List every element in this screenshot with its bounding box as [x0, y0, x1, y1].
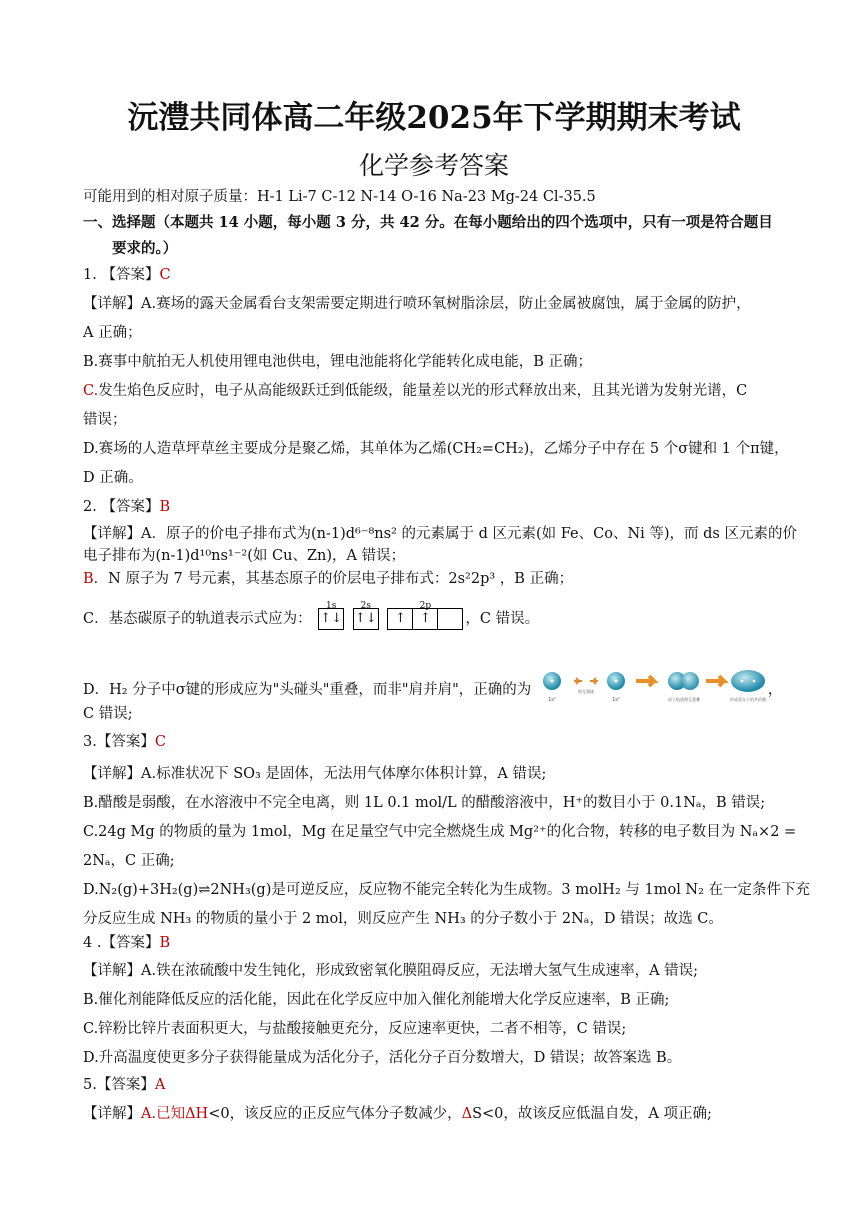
q1-line-6: D.赛场的人造草坪草丝主要成分是聚乙烯，其单体为乙烯(CH₂=CH₂)，乙烯分子中存在 5 个σ键和 1 个π键，: [83, 441, 789, 457]
diagram-caption-2: 相互靠拢: [577, 689, 594, 694]
h-atom-overlap-right-icon: [681, 672, 699, 690]
diagram-caption-3: 1s¹: [611, 697, 620, 703]
q5-line-1-red: A.已知ΔH: [141, 1106, 209, 1122]
q3-line-6: 分反应生成 NH₃ 的物质的量小于 2 mol，则反应产生 NH₃ 的分子数小于 2Nₐ，D 错误；故选 C。: [83, 911, 723, 927]
q1-answer: [83, 265, 793, 285]
orbital-1s-cell: ↑↓: [320, 611, 343, 626]
q3-line-5: D.N₂(g)+3H₂(g)⇌2NH₃(g)是可逆反应，反应物不能完全转化为生成物。3 molH₂ 与 1mol N₂ 在一定条件下充: [83, 882, 811, 898]
q2-line-3: [83, 569, 793, 589]
h2-molecule-icon: [731, 670, 765, 692]
section-heading-line-1: 一、选择题（本题共 14 小题，每小题 3 分，共 42 分。在每小题给出的四个选项中，只有一项是符合题目: [83, 214, 773, 231]
arrow-icon: [574, 678, 582, 684]
q2-answer-label: 2. 【答案】: [83, 499, 160, 515]
page-subtitle: 化学参考答案: [358, 151, 509, 180]
q2-answer-value: B: [159, 499, 171, 515]
q5-answer-value: A: [154, 1077, 166, 1093]
orbital-2s: [353, 596, 379, 630]
q2-line-4-text: C．基态碳原子的轨道表示式应为：: [83, 611, 312, 627]
q4-answer-value: B: [159, 935, 171, 951]
q4-line-2: B.催化剂能降低反应的活化能，因此在化学反应中加入催化剂能增大化学反应速率，B 正确;: [83, 992, 670, 1008]
q1-line-4-option: C.: [83, 383, 99, 399]
orbital-2p-cell-1: ↑: [388, 609, 413, 629]
q3-line-1: 【详解】A.标准状况下 SO₃ 是固体，无法用气体摩尔体积计算，A 错误;: [83, 766, 547, 782]
q1-answer-label: 1. 【答案】: [83, 267, 160, 283]
q5-line-1-post: S<0，故该反应低温自发，A 项正确;: [472, 1106, 712, 1122]
q3-answer-value: C: [154, 734, 166, 750]
diagram-caption-5: 形成氢分子的共价键: [729, 697, 766, 702]
atomic-masses: 可能用到的相对原子质量：H-1 Li-7 C-12 N-14 O-16 Na-23 Mg-24 Cl-35.5: [83, 189, 596, 205]
orbital-1s-label: 1s: [326, 601, 337, 611]
q3-answer: [83, 732, 793, 752]
q3-line-4: 2Nₐ，C 正确;: [83, 853, 175, 869]
q2-answer: [83, 497, 793, 517]
orbital-2p-cell-2: ↑: [413, 609, 438, 629]
section-heading-line-2: 要求的。）: [112, 240, 178, 257]
q3-line-3: C.24g Mg 的物质的量为 1mol，Mg 在足量空气中完全燃烧生成 Mg²⁺的化合物，转移的电子数目为 Nₐ×2 =: [83, 824, 797, 840]
q3-answer-label: 3.【答案】: [83, 734, 155, 750]
q2-line-5-post: ，: [767, 682, 783, 698]
orbital-2p: [387, 596, 463, 630]
orbital-2p-label: 2p: [419, 601, 432, 611]
q2-line-3-text: ．N 原子为 7 号元素，其基态原子的价层电子排布式：2s²2p³ ，B 正确；: [93, 571, 574, 587]
orbital-2s-cell: ↑↓: [354, 611, 377, 626]
q1-line-5: 错误；: [83, 412, 127, 428]
q4-answer-label: 4 .【答案】: [83, 935, 160, 951]
q2-line-1: 【详解】A．原子的价电子排布式为(n-1)d⁶⁻⁸ns² 的元素属于 d 区元素(如 Fe、Co、Ni 等)，而 ds 区元素的价: [83, 526, 797, 542]
q1-line-3: B.赛事中航拍无人机使用锂电池供电，锂电池能将化学能转化成电能，B 正确；: [83, 354, 593, 370]
q2-line-4: [83, 602, 793, 636]
q2-line-3-option: B: [83, 571, 94, 587]
q4-line-1: 【详解】A.铁在浓硫酸中发生钝化，形成致密氧化膜阻碍反应，无法增大氢气生成速率，A 错误;: [83, 963, 699, 979]
q1-line-7: D 正确。: [83, 470, 143, 486]
q2-line-4-post: ，C 错误。: [465, 611, 540, 627]
q2-line-5-text: D．H₂ 分子中σ键的形成应为"头碰头"重叠，而非"肩并肩"，正确的为: [83, 682, 532, 698]
arrow-icon: [590, 678, 598, 684]
arrow-icon: [636, 676, 654, 686]
q4-answer: [83, 933, 793, 953]
q5-line-1-red2: Δ: [461, 1106, 473, 1122]
q2-line-2: 电子排布为(n-1)d¹⁰ns¹⁻²(如 Cu、Zn)，A 错误；: [83, 548, 406, 564]
q4-line-3: C.锌粉比锌片表面积更大，与盐酸接触更充分，反应速率更快，二者不相等，C 错误;: [83, 1021, 627, 1037]
q1-line-2: A 正确；: [83, 325, 142, 341]
q3-line-2: B.醋酸是弱酸，在水溶液中不完全电离，则 1L 0.1 mol/L 的醋酸溶液中，H⁺的数目小于 0.1Nₐ，B 错误;: [83, 795, 766, 811]
diagram-caption-4: 原子轨道相互重叠: [667, 697, 700, 702]
q1-line-1: 【详解】A.赛场的露天金属看台支架需要定期进行喷环氧树脂涂层，防止金属被腐蚀，属于金属的防护，: [83, 296, 751, 312]
diagram-caption-1: 1s¹: [547, 697, 556, 703]
page-title: 沅澧共同体高二年级2025年下学期期末考试: [127, 100, 741, 136]
orbital-2p-cell-3: [438, 609, 462, 629]
q1-line-4-text: 发生焰色反应时，电子从高能级跃迁到低能级，能量差以光的形式释放出来，且其光谱为发射光谱，C: [98, 383, 748, 399]
arrow-icon: [706, 676, 724, 686]
q1-answer-value: C: [159, 267, 171, 283]
q5-line-1-pre: 【详解】: [83, 1106, 141, 1122]
q5-answer: [83, 1075, 793, 1095]
orbital-2s-label: 2s: [360, 601, 371, 611]
q5-line-1-mid: <0，该反应的正反应气体分子数减少，: [208, 1106, 462, 1122]
q5-answer-label: 5.【答案】: [83, 1077, 155, 1093]
q2-line-6: C 错误;: [83, 706, 133, 722]
q1-line-4: [83, 381, 793, 401]
q4-line-4: D.升高温度使更多分子获得能量成为活化分子，活化分子百分数增大，D 错误；故答案选 B。: [83, 1050, 682, 1066]
orbital-1s: [318, 596, 344, 630]
q5-line-1: [83, 1104, 793, 1124]
